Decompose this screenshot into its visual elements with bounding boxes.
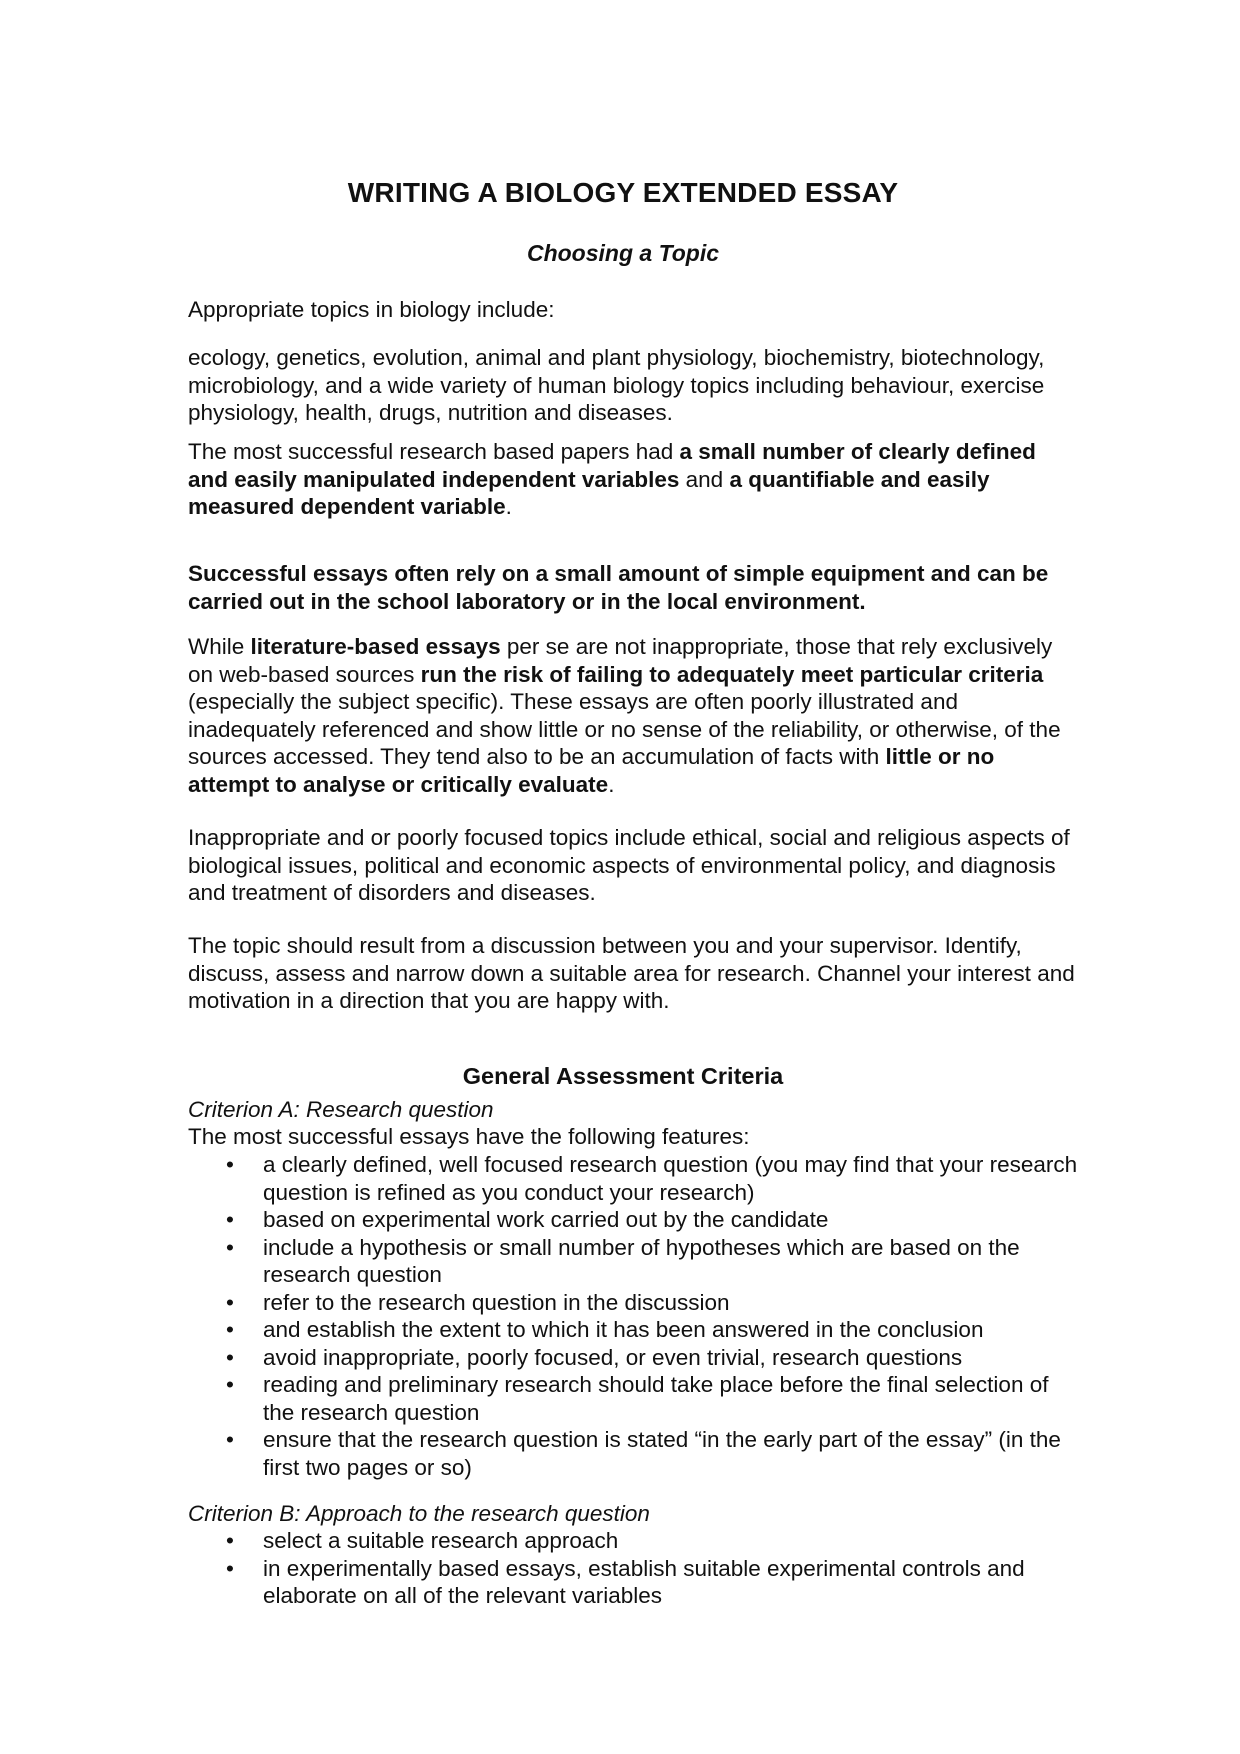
literature-text-3: (especially the subject specific). These essays are often poorly illustrated and inadequately referenced and show little or no sense of the reliability, or otherwise, of the sources accessed. They tend also to be an accumulation of facts with xyxy=(188,689,1061,769)
success-text-1: The most successful research based papers had xyxy=(188,439,680,464)
inappropriate-topics-paragraph: Inappropriate and or poorly focused topics include ethical, social and religious aspects of biological issues, political and economic aspects of environmental policy, and diagnosis and treatment of disorders and diseases. xyxy=(188,825,1070,905)
criterion-a-list xyxy=(188,1151,1078,1481)
list-item: • a clearly defined, well focused research question (you may find that your research question is refined as you conduct your research) xyxy=(188,1151,1078,1206)
intro-paragraph: Appropriate topics in biology include: xyxy=(188,297,555,322)
list-item: • include a hypothesis or small number of hypotheses which are based on the research question xyxy=(188,1234,1078,1289)
success-text-2: and xyxy=(679,466,730,492)
list-item: • refer to the research question in the discussion xyxy=(188,1289,1078,1317)
criterion-b-heading: Criterion B: Approach to the research question xyxy=(188,1501,650,1526)
list-item: • avoid inappropriate, poorly focused, or even trivial, research questions xyxy=(188,1344,1078,1372)
criterion-a-lead: The most successful essays have the following features: xyxy=(188,1124,750,1149)
discussion-paragraph: The topic should result from a discussion between you and your supervisor. Identify, discuss, assess and narrow down a suitable area for research. Channel your interest and motivation in a direction that you are happy with. xyxy=(188,933,1075,1013)
criterion-b-list xyxy=(188,1527,1078,1610)
list-item: • based on experimental work carried out by the candidate xyxy=(188,1206,1078,1234)
document-subtitle: Choosing a Topic xyxy=(526,240,720,266)
equipment-paragraph: Successful essays often rely on a small amount of simple equipment and can be carried out in the school laboratory or in the local environment. xyxy=(188,561,1049,614)
success-bold-1: a small number of clearly defined and easily manipulated independent variables xyxy=(188,439,1036,492)
literature-bold-1: literature-based essays xyxy=(250,634,501,659)
literature-text-4: . xyxy=(608,771,615,797)
success-paragraph xyxy=(188,438,1078,521)
document-title: WRITING A BIOLOGY EXTENDED ESSAY xyxy=(347,177,899,208)
section-title: General Assessment Criteria xyxy=(462,1063,784,1089)
list-item: • in experimentally based essays, establish suitable experimental controls and elaborate on all of the relevant variables xyxy=(188,1555,1078,1610)
literature-text-2: per se are not inappropriate, those that rely exclusively on web-based sources xyxy=(188,634,1053,687)
literature-paragraph xyxy=(188,633,1078,798)
criterion-a-heading: Criterion A: Research question xyxy=(188,1097,494,1122)
list-item: • reading and preliminary research should take place before the final selection of the research question xyxy=(188,1371,1078,1426)
list-item: • select a suitable research approach xyxy=(188,1527,1078,1555)
topics-paragraph: ecology, genetics, evolution, animal and plant physiology, biochemistry, biotechnology, microbiology, and a wide variety of human biology topics including behaviour, exercise physiology, health, drugs, nutrition and diseases. xyxy=(188,345,1045,425)
list-item: • and establish the extent to which it has been answered in the conclusion xyxy=(188,1316,1078,1344)
success-bold-2: a quantifiable and easily measured dependent variable xyxy=(188,466,990,519)
success-text-3: . xyxy=(505,494,512,519)
literature-text-1: While xyxy=(188,634,251,659)
list-item: • ensure that the research question is stated “in the early part of the essay” (in the first two pages or so) xyxy=(188,1426,1078,1481)
literature-bold-2: run the risk of failing to adequately meet particular criteria xyxy=(420,661,1044,687)
literature-bold-3: little or no attempt to analyse or critically evaluate xyxy=(188,744,995,797)
